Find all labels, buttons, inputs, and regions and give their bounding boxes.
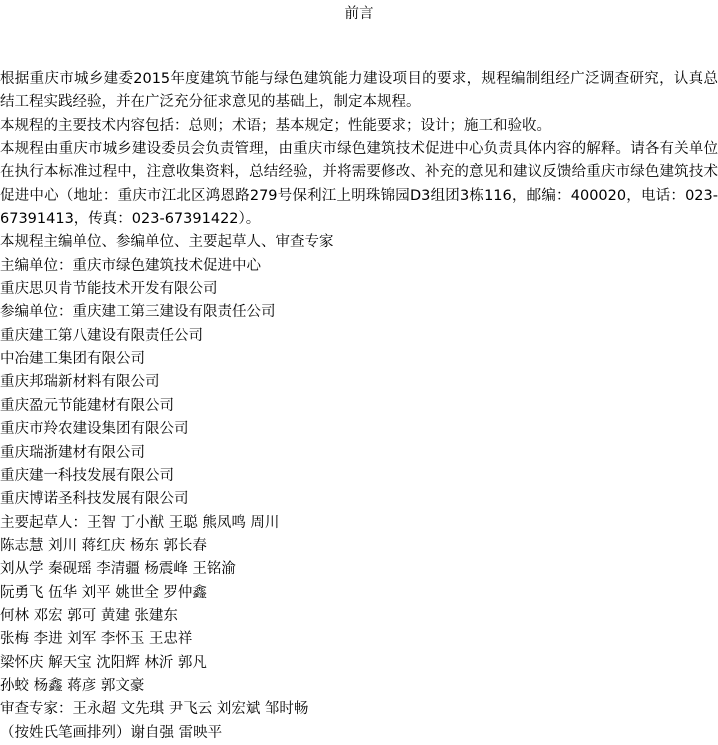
surname-stroke-order-note-line: （按姓氏笔画排列）谢自强 雷映平: [0, 724, 223, 741]
participating-unit-line: 重庆盈元节能建材有限公司: [0, 397, 174, 414]
drafters-names-line: 孙蛟 杨鑫 蒋彦 郭文豪: [0, 677, 145, 694]
management-contact-paragraph: 本规程由重庆市城乡建设委员会负责管理，由重庆市绿色建筑技术促进中心负责具体内容的解释。请各有关单位在执行本标准过程中，注意收集资料，总结经验，并将需要修改、补充的意见和建议反馈给重庆市绿色建筑技术促进中心（地址：重庆市江北区鸿恩路279号保利江上明珠锦园D3组团3栋116，邮编：400020，电话：023-67391413，传真：023-67391422）。: [0, 141, 718, 228]
technical-contents-paragraph: 本规程的主要技术内容包括：总则；术语；基本规定；性能要求；设计；施工和验收。: [0, 117, 551, 134]
drafters-names-line: 陈志慧 刘川 蒋红庆 杨东 郭长春: [0, 537, 207, 554]
main-drafters-lead-line: 主要起草人：王智 丁小猷 王聪 熊凤鸣 周川: [0, 514, 280, 531]
participating-unit-line: 重庆瑞浙建材有限公司: [0, 444, 145, 461]
drafters-names-line: 梁怀庆 解天宝 沈阳辉 林沂 郭凡: [0, 654, 207, 671]
drafters-names-line: 阮勇飞 伍华 刘平 姚世全 罗仲鑫: [0, 584, 207, 601]
participating-unit-line: 中冶建工集团有限公司: [0, 351, 145, 368]
drafters-names-line: 刘从学 秦砚瑶 李清疆 杨震峰 王铭渝: [0, 561, 236, 578]
page-title: 前言: [344, 6, 374, 22]
participating-unit-line: 重庆建一科技发展有限公司: [0, 467, 174, 484]
participating-unit-line: 重庆邦瑞新材料有限公司: [0, 374, 160, 391]
chief-editing-unit-line: 主编单位：重庆市绿色建筑技术促进中心: [0, 257, 261, 274]
drafters-names-line: 张梅 李进 刘军 李怀玉 王忠祥: [0, 631, 193, 648]
chief-editing-unit-line-2: 重庆思贝肯节能技术开发有限公司: [0, 281, 218, 298]
units-and-people-heading: 本规程主编单位、参编单位、主要起草人、审查专家: [0, 234, 334, 251]
participating-units-lead-line: 参编单位：重庆建工第三建设有限责任公司: [0, 304, 276, 321]
drafters-names-line: 何林 邓宏 郭可 黄建 张建东: [0, 607, 178, 624]
review-experts-lead-line: 审查专家：王永超 文先琪 尹飞云 刘宏斌 邹时畅: [0, 701, 309, 718]
participating-unit-line: 重庆建工第八建设有限责任公司: [0, 327, 203, 344]
intro-paragraph: 根据重庆市城乡建委2015年度建筑节能与绿色建筑能力建设项目的要求，规程编制组经广泛调查研究，认真总结工程实践经验，并在广泛充分征求意见的基础上，制定本规程。: [0, 71, 718, 111]
participating-unit-line: 重庆市羚农建设集团有限公司: [0, 421, 189, 438]
participating-unit-line: 重庆博诺圣科技发展有限公司: [0, 491, 189, 508]
